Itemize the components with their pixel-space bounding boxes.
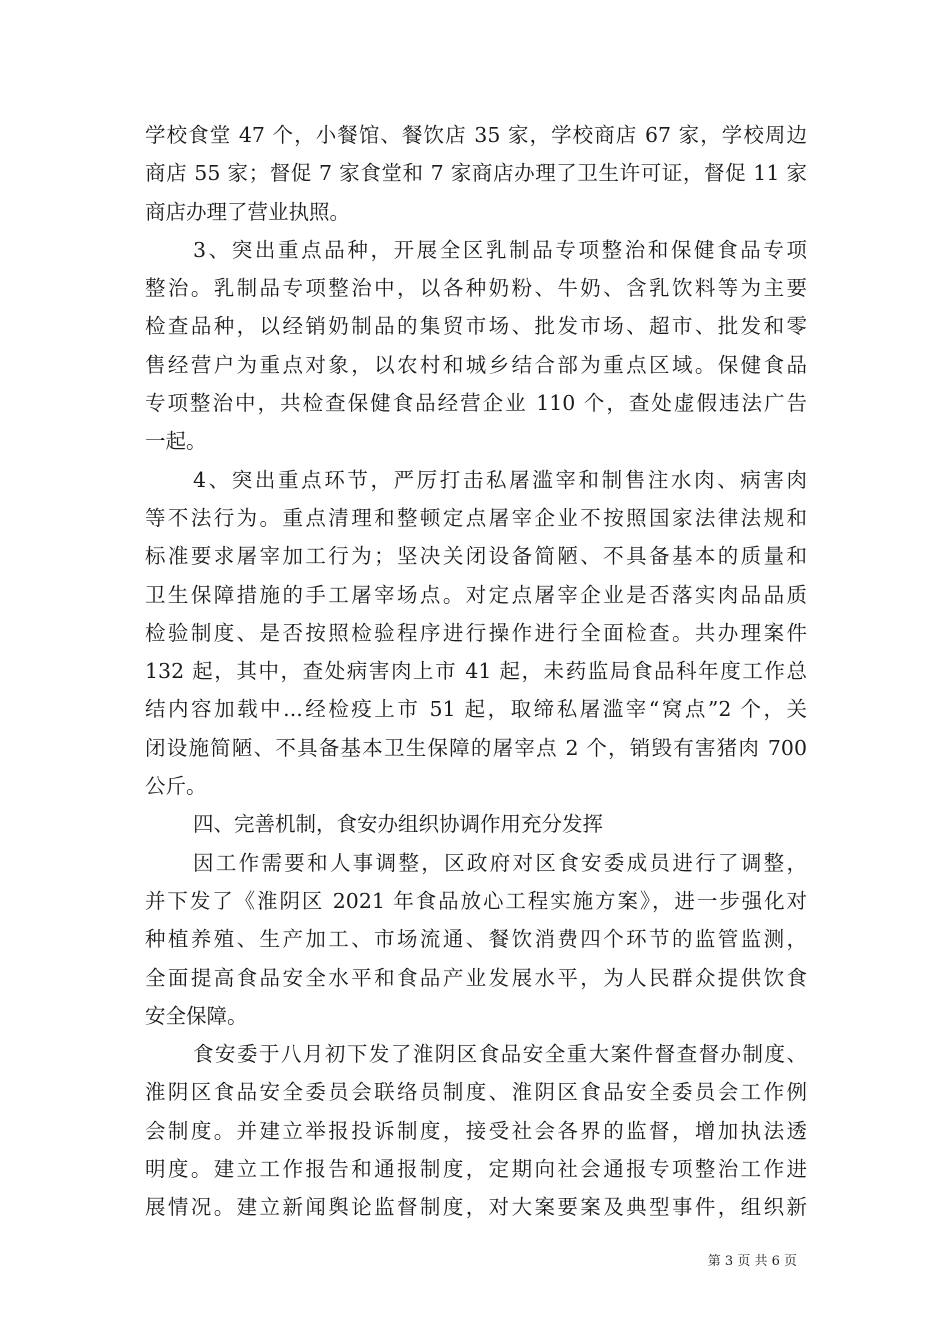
text-line: 专项整治中，共检查保健食品经营企业 110 个，查处虚假违法广告 bbox=[145, 391, 807, 416]
text-line: 淮阴区食品安全委员会联络员制度、淮阴区食品安全委员会工作例 bbox=[145, 1080, 807, 1105]
paragraph-heading-4: 4、突出重点环节，严厉打击私屠滥宰和制售注水肉、病害肉 bbox=[193, 467, 807, 492]
text-line: 学校食堂 47 个，小餐馆、餐饮店 35 家，学校商店 67 家，学校周边 bbox=[145, 123, 807, 147]
text-line: 闭设施简陋、不具备基本卫生保障的屠宰点 2 个，销毁有害猪肉 700 bbox=[145, 735, 807, 760]
paragraph-heading-3: 3、突出重点品种，开展全区乳制品专项整治和保健食品专项 bbox=[193, 237, 807, 262]
text-line: 商店 55 家；督促 7 家食堂和 7 家商店办理了卫生许可证，督促 11 家 bbox=[145, 161, 807, 186]
text-line: 售经营户为重点对象，以农村和城乡结合部为重点区域。保健食品 bbox=[145, 352, 807, 377]
section-heading: 四、完善机制，食安办组织协调作用充分发挥 bbox=[193, 812, 603, 837]
text-line: 等不法行为。重点清理和整顿定点屠宰企业不按照国家法律法规和 bbox=[145, 505, 807, 530]
text-line: 一起。 bbox=[145, 429, 207, 454]
text-line: 全面提高食品安全水平和食品产业发展水平，为人民群众提供饮食 bbox=[145, 965, 807, 990]
text-line: 结内容加载中...经检疫上市 51 起，取缔私屠滥宰“窝点”2 个，关 bbox=[145, 697, 807, 722]
text-line: 检查品种，以经销奶制品的集贸市场、批发市场、超市、批发和零 bbox=[145, 314, 807, 339]
text-line: 卫生保障措施的手工屠宰场点。对定点屠宰企业是否落实肉品品质 bbox=[145, 582, 807, 607]
text-line: 种植养殖、生产加工、市场流通、餐饮消费四个环节的监管监测， bbox=[145, 927, 807, 952]
text-line: 标准要求屠宰加工行为；坚决关闭设备简陋、不具备基本的质量和 bbox=[145, 544, 807, 569]
text-line: 商店办理了营业执照。 bbox=[145, 199, 350, 224]
text-line: 并下发了《淮阴区 2021 年食品放心工程实施方案》，进一步强化对 bbox=[145, 888, 807, 913]
text-line: 安全保障。 bbox=[145, 1003, 248, 1028]
text-line: 食安委于八月初下发了淮阴区食品安全重大案件督查督办制度、 bbox=[193, 1042, 807, 1067]
text-line: 展情况。建立新闻舆论监督制度，对大案要案及典型事件，组织新 bbox=[145, 1195, 807, 1220]
text-line: 会制度。并建立举报投诉制度，接受社会各界的监督，增加执法透 bbox=[145, 1118, 807, 1143]
text-line: 检验制度、是否按照检验程序进行操作进行全面检查。共办理案件 bbox=[145, 620, 807, 645]
text-line: 公斤。 bbox=[145, 774, 207, 799]
document-body bbox=[145, 116, 807, 1227]
text-line: 整治。乳制品专项整治中，以各种奶粉、牛奶、含乳饮料等为主要 bbox=[145, 276, 807, 301]
text-line: 明度。建立工作报告和通报制度，定期向社会通报专项整治工作进 bbox=[145, 1157, 807, 1182]
text-line: 132 起，其中，查处病害肉上市 41 起，未药监局食品科年度工作总 bbox=[145, 659, 807, 684]
page-number: 第 3 页 共 6 页 bbox=[707, 1254, 797, 1269]
text-line: 因工作需要和人事调整，区政府对区食安委成员进行了调整， bbox=[193, 850, 807, 875]
